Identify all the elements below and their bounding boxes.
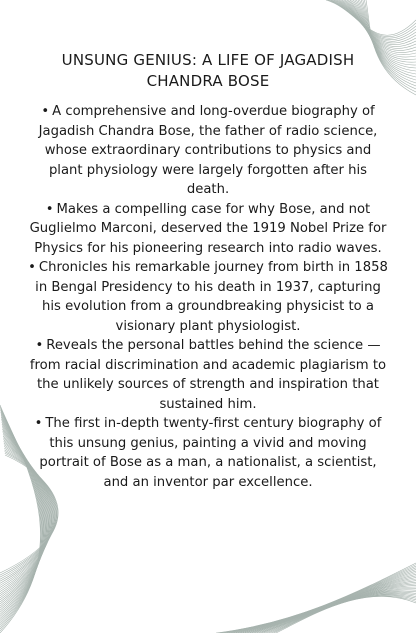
bullet-icon: • xyxy=(41,104,50,119)
book-description xyxy=(28,50,388,492)
decorative-waves-bottom-right xyxy=(206,553,416,633)
feature-text: Reveals the personal battles behind the science — from racial discrimination and academic plagiarism to the unlikely sources of strength and inspiration that sustained him. xyxy=(29,338,387,412)
book-title: UNSUNG GENIUS: A LIFE OF JAGADISH CHANDRA BOSE xyxy=(61,51,355,90)
feature-item xyxy=(28,200,388,259)
bullet-icon: • xyxy=(34,416,43,431)
feature-item xyxy=(28,336,388,414)
feature-text: The first in-depth twenty-first century biography of this unsung genius, painting a vivid and moving portrait of Bose as a man, a nationalist, a scientist, and an inventor par excellence. xyxy=(39,416,382,490)
bullet-icon: • xyxy=(28,260,36,275)
feature-text: A comprehensive and long-overdue biography of Jagadish Chandra Bose, the father of radio science, whose extraordinary contributions to physics and plant physiology were largely forgotten after his death. xyxy=(38,104,378,197)
feature-text: Chronicles his remarkable journey from birth in 1858 in Bengal Presidency to his death in 1937, capturing his evolution from a groundbreaking physicist to a visionary plant physiologist. xyxy=(35,260,388,334)
bullet-icon: • xyxy=(45,201,54,217)
feature-text: Makes a compelling case for why Bose, and not Guglielmo Marconi, deserved the 1919 Nobel Prize for Physics for his pioneering research into radio waves. xyxy=(29,201,387,256)
bullet-icon: • xyxy=(35,338,44,353)
feature-list xyxy=(28,102,388,492)
feature-item xyxy=(28,102,388,200)
feature-item xyxy=(28,258,388,336)
feature-item xyxy=(28,414,388,492)
